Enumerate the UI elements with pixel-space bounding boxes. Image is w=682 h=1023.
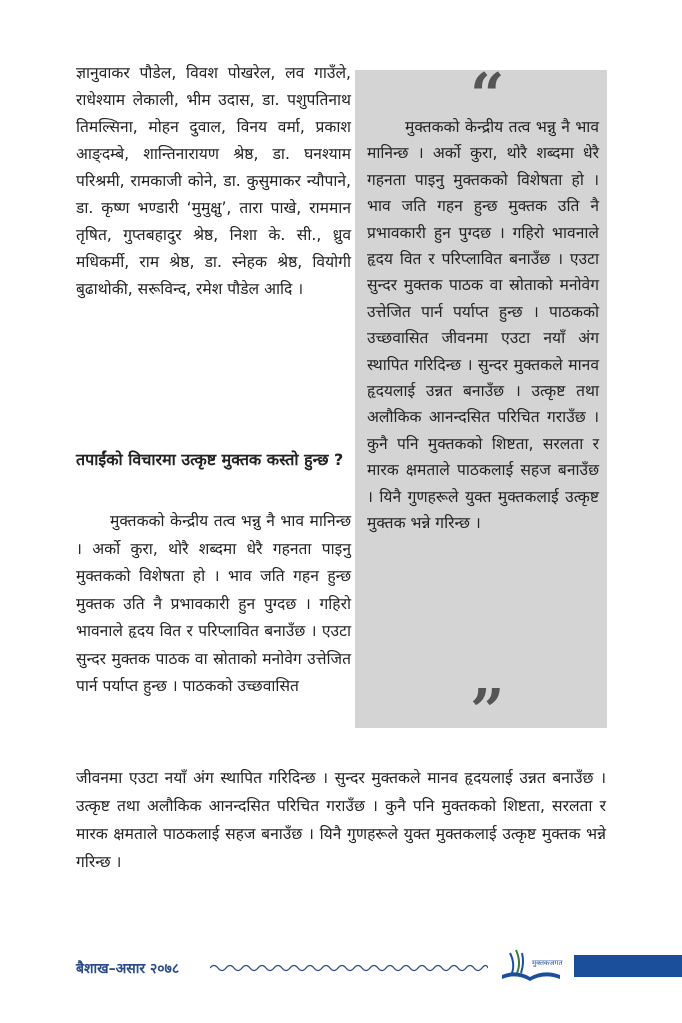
wave-divider-icon	[210, 959, 488, 977]
book-leaf-logo-icon	[496, 947, 566, 987]
names-paragraph	[76, 60, 351, 303]
page-footer	[0, 945, 682, 995]
interview-question: तपाईंको विचारमा उत्कृष्ट मुक्तक कस्तो हुन्छ ?	[76, 450, 344, 469]
open-quote-icon: “	[470, 61, 505, 131]
pull-quote-text: मुक्तकको केन्द्रीय तत्व भन्नु नै भाव मानिन्छ । अर्को कुरा, थोरै शब्दमा धेरै गहनता पाइनु मुक्तकको विशेषता हो । भाव जति गहन हुन्छ मुक्तक उति नै प्रभावकारी हुन पुग्दछ । गहिरो भावनाले हृदय वित र परिप्लावित बनाउँछ । एउटा सुन्दर मुक्तक पाठक वा स्रोताको मनोवेग उत्तेजित पार्न पर्याप्त हुन्छ । पाठकको उच्छवासित जीवनमा एउटा नयाँ अंग स्थापित गरिदिन्छ । सुन्दर मुक्तकले मानव हृदयलाई उन्नत बनाउँछ । उत्कृष्ट तथा अलौकिक आनन्दसित परिचित गराउँछ । कुनै पनि मुक्तकको शिष्टता, सरलता र मारक क्षमताले पाठकलाई सहज बनाउँछ । यिनै गुणहरूले युक्त मुक्तकलाई उत्कृष्ट मुक्तक भन्ने गरिन्छ ।	[367, 118, 599, 533]
logo-text: मुक्तकजगत	[532, 959, 563, 967]
answer-paragraph-part2: जीवनमा एउटा नयाँ अंग स्थापित गरिदिन्छ । सुन्दर मुक्तकले मानव हृदयलाई उन्नत बनाउँछ । उत्कृष्ट तथा अलौकिक आनन्दसित परिचित गराउँछ । कुनै पनि मुक्तकको शिष्टता, सरलता र मारक क्षमताले पाठकलाई सहज बनाउँछ । यिनै गुणहरूले युक्त मुक्तकलाई उत्कृष्ट मुक्तक भन्ने गरिन्छ ।	[76, 769, 606, 871]
pull-quote-box	[355, 61, 607, 747]
close-quote-icon: ”	[470, 677, 505, 747]
answer-paragraph-part1: मुक्तकको केन्द्रीय तत्व भन्नु नै भाव मानिन्छ । अर्को कुरा, थोरै शब्दमा धेरै गहनता पाइनु मुक्तकको विशेषता हो । भाव जति गहन हुन्छ मुक्तक उति नै प्रभावकारी हुन पुग्दछ । गहिरो भावनाले हृदय वित र परिप्लावित बनाउँछ । एउटा सुन्दर मुक्तक पाठक वा स्रोताको मनोवेग उत्तेजित पार्न पर्याप्त हुन्छ । पाठकको उच्छवासित	[76, 512, 351, 695]
issue-date: बैशाख–असार २०७८	[76, 961, 180, 977]
names-text: ज्ञानुवाकर पौडेल, विवश पोखरेल, लव गाउँले, राधेश्याम लेकाली, भीम उदास, डा. पशुपतिनाथ तिमल्सिना, मोहन दुवाल, विनय वर्मा, प्रकाश आङ्दम्बे, शान्तिनारायण श्रेष्ठ, डा. घनश्याम परिश्रमी, रामकाजी कोने, डा. कुसुमाकर न्यौपाने, डा. कृष्ण भण्डारी ‘मुमुक्षु’, तारा पाखे, राममान तृषित, गुप्तबहादुर श्रेष्ठ, निशा के. सी., ध्रुव मधिकर्मी, राम श्रेष्ठ, डा. स्नेहक श्रेष्ठ, वियोगी बुढाथोकी, सरूविन्द, रमेश पौडेल आदि ।	[76, 64, 351, 298]
footer-accent-bar	[574, 955, 682, 977]
